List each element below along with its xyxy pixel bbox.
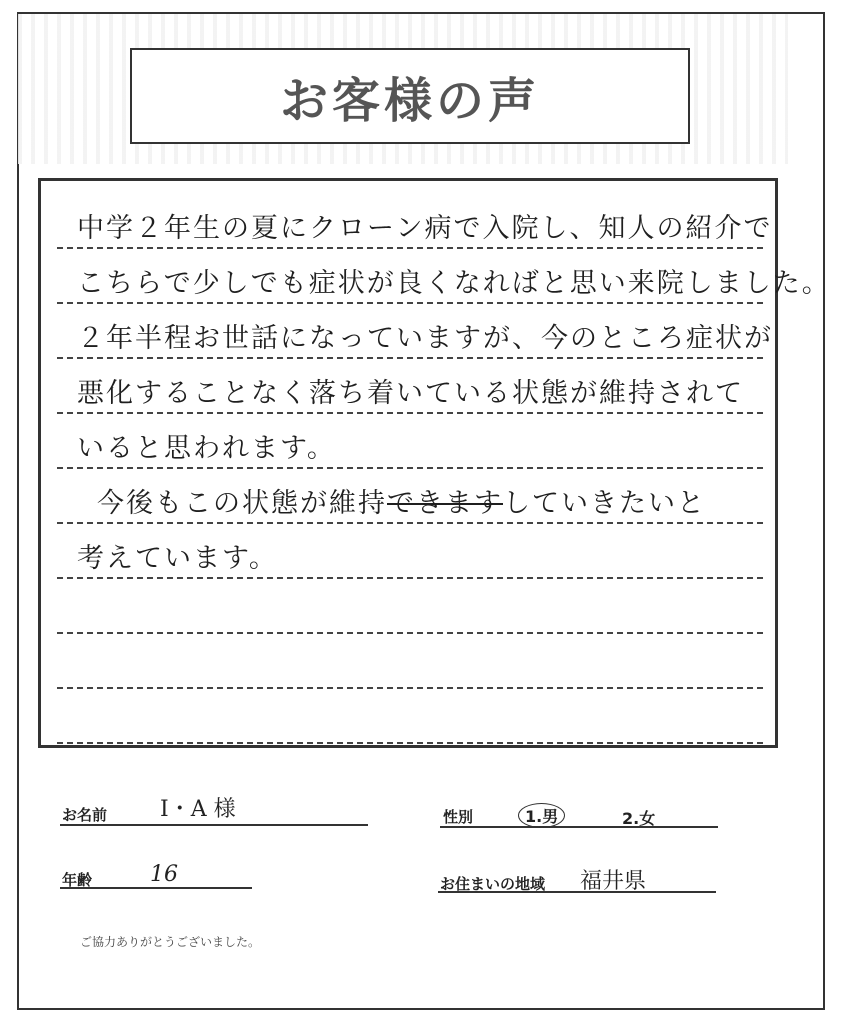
age-value: 16 xyxy=(150,862,178,887)
comment-text: こちらで少しでも症状が良くなればと思い来院しました。 xyxy=(77,268,831,299)
comment-line-3 xyxy=(57,311,773,359)
comment-line-9 xyxy=(57,641,763,689)
region-value: 福井県 xyxy=(580,869,647,894)
struck-text: できます xyxy=(387,488,503,519)
comment-line-7 xyxy=(57,531,763,579)
comment-text: 考えています。 xyxy=(77,543,278,574)
thanks-note: ご協力ありがとうございました。 xyxy=(80,935,261,949)
comment-line-8 xyxy=(57,586,763,634)
gender-option-female: 2.女 xyxy=(622,809,656,828)
name-label: お名前 xyxy=(62,806,108,824)
name-underline xyxy=(60,824,368,826)
comment-line-1 xyxy=(57,201,773,249)
name-value: I・A 様 xyxy=(160,797,236,822)
handwritten-comment-box xyxy=(38,178,831,748)
comment-text: 悪化することなく落ち着いている状態が維持されて xyxy=(77,378,744,409)
comment-text: いると思われます。 xyxy=(77,433,336,464)
comment-text-before: 今後もこの状態が維持 xyxy=(97,488,387,519)
gender-underline xyxy=(440,826,718,828)
comment-text-after: していきたいと xyxy=(503,488,706,519)
gender-option-male: 1.男 xyxy=(518,803,565,828)
comment-text xyxy=(97,481,706,520)
comment-line-5 xyxy=(57,421,763,469)
comment-text: 中学２年生の夏にクローン病で入院し、知人の紹介で xyxy=(77,213,773,244)
comment-line-6 xyxy=(57,476,763,524)
title-box xyxy=(130,48,690,144)
region-label: お住まいの地域 xyxy=(440,875,546,893)
page-title: お客様の声 xyxy=(279,72,540,129)
comment-text: ２年半程お世話になっていますが、今のところ症状が xyxy=(77,323,773,354)
age-label: 年齢 xyxy=(62,871,93,889)
region-underline xyxy=(438,891,716,893)
gender-label: 性別 xyxy=(443,808,474,826)
age-underline xyxy=(60,887,252,889)
comment-line-10 xyxy=(57,696,763,744)
comment-line-4 xyxy=(57,366,763,414)
comment-line-2 xyxy=(57,256,831,304)
